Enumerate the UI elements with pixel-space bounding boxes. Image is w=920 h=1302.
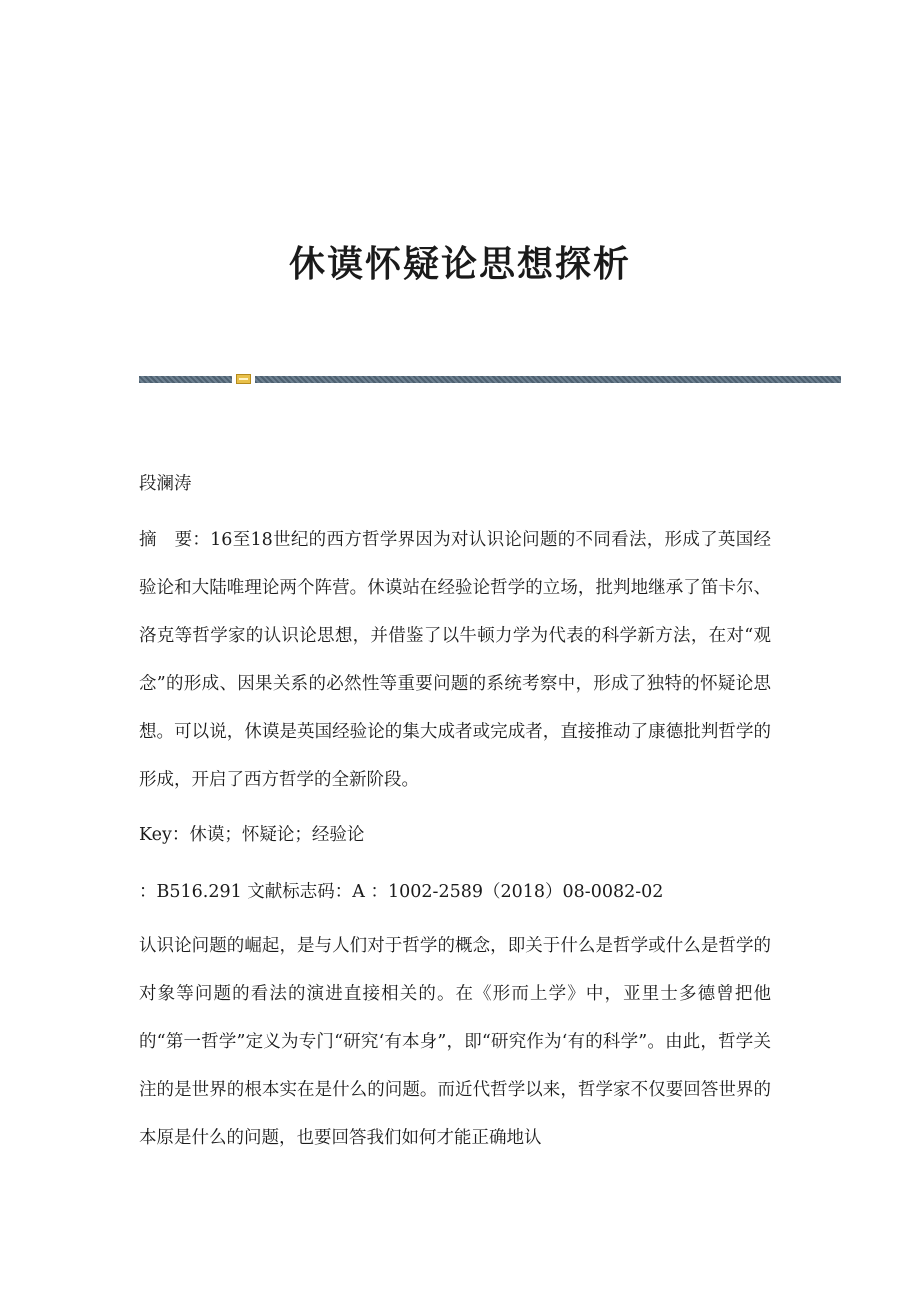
- title-divider: [139, 374, 841, 384]
- body-paragraph: 认识论问题的崛起，是与人们对于哲学的概念，即关于什么是哲学或什么是哲学的对象等问题的看法的演进直接相关的。在《形而上学》中，亚里士多德曾把他的“第一哲学”定义为专门“研究‘有本身”，即“研究作为‘有的科学”。由此，哲学关注的是世界的根本实在是什么的问题。而近代哲学以来，哲学家不仅要回答世界的本原是什么的问题，也要回答我们如何才能正确地认: [139, 936, 771, 1148]
- divider-ornament-icon: [236, 374, 251, 384]
- keywords-line: Key：休谟；怀疑论；经验论: [139, 825, 365, 845]
- document-title: 休谟怀疑论思想探析: [288, 243, 631, 286]
- author-name: 段澜涛: [139, 474, 192, 494]
- divider-bar-left: [139, 376, 232, 383]
- abstract-paragraph: 摘 要：16至18世纪的西方哲学界因为对认识论问题的不同看法，形成了英国经验论和大陆唯理论两个阵营。休谟站在经验论哲学的立场，批判地继承了笛卡尔、洛克等哲学家的认识论思想，并借鉴了以牛顿力学为代表的科学新方法，在对“观念”的形成、因果关系的必然性等重要问题的系统考察中，形成了独特的怀疑论思想。可以说，休谟是英国经验论的集大成者或完成者，直接推动了康德批判哲学的形成，开启了西方哲学的全新阶段。: [139, 530, 771, 790]
- document-id-line: ：B516.291 文献标志码：A ：1002-2589（2018）08-0082-02: [139, 882, 664, 902]
- divider-bar-right: [255, 376, 841, 383]
